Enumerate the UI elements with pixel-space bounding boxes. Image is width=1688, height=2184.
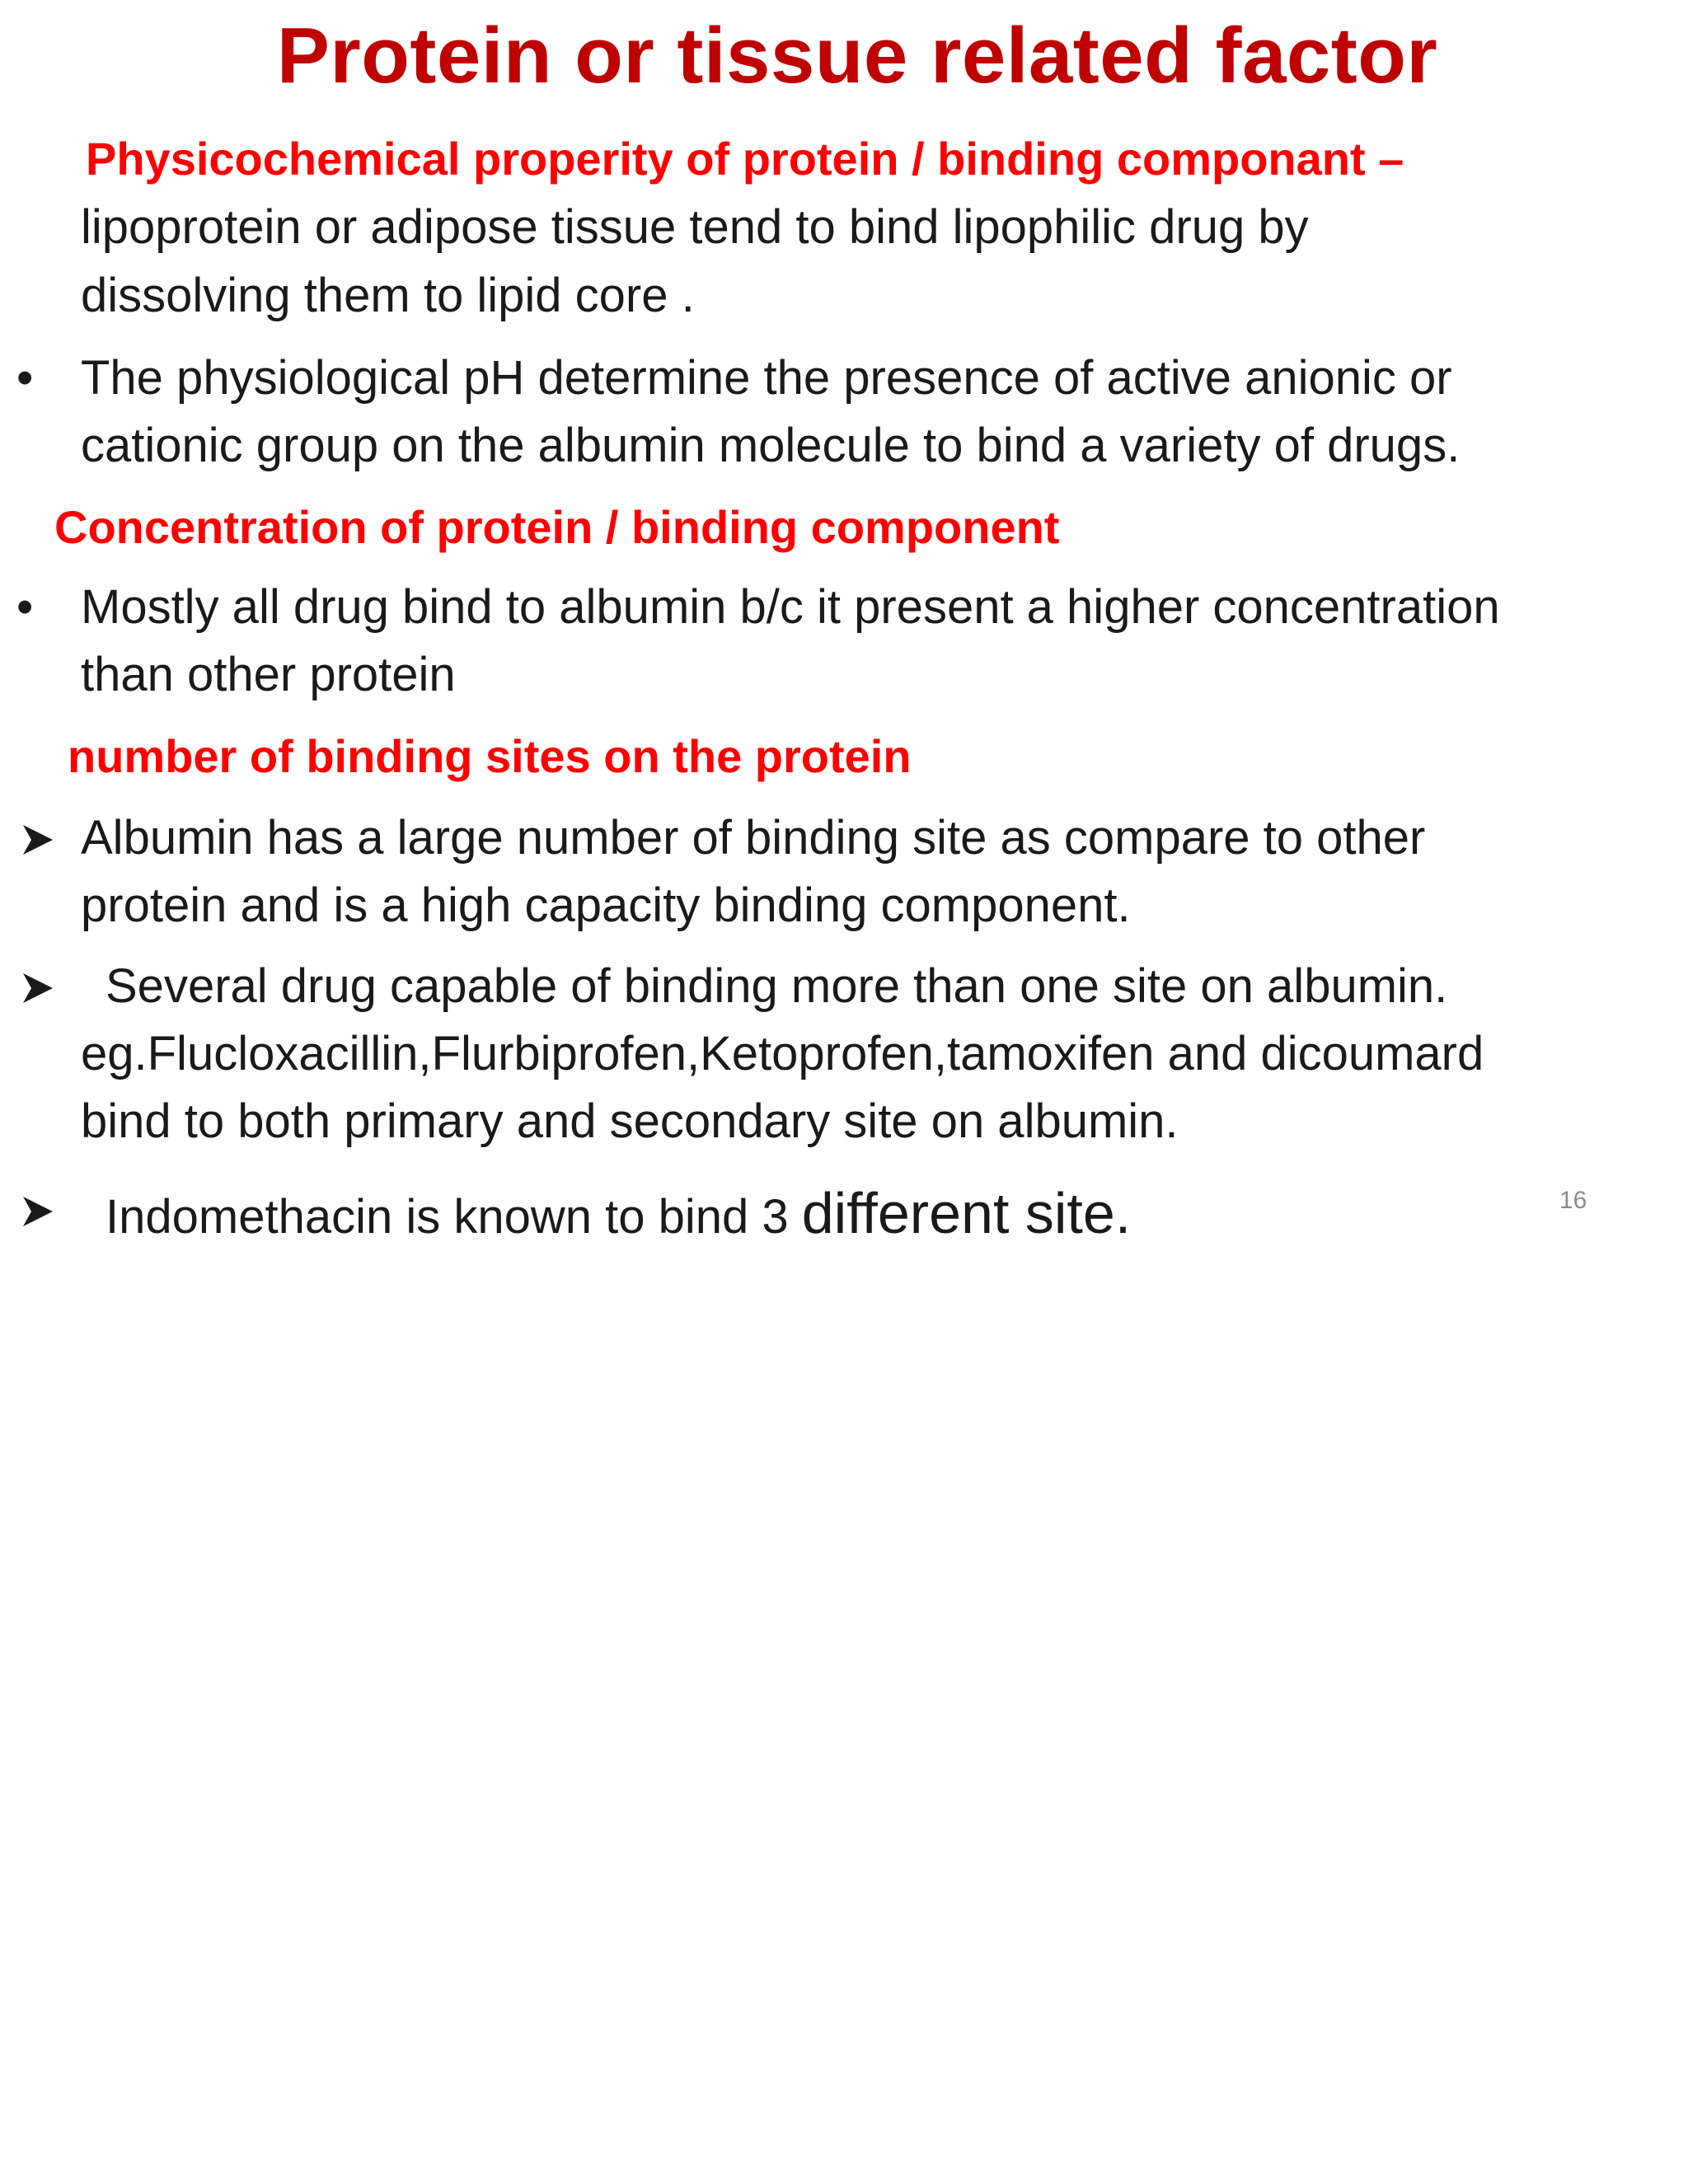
bullet-text-line: Albumin has a large number of binding site as compare to other [81, 811, 1426, 865]
bullet-dot-icon: • [16, 351, 34, 405]
body-text-line: dissolving them to lipid core . [81, 269, 695, 322]
slide-title: Protein or tissue related factor [276, 12, 1438, 100]
heading-concentration-of-protein: Concentration of protein / binding component [54, 501, 1060, 553]
bullet-text-line: than other protein [81, 648, 456, 701]
arrowhead-bullet-icon [18, 1192, 58, 1231]
heading-physicochemical-property: Physicochemical properity of protein / binding componant – [86, 133, 1404, 185]
bullet-text-line: Mostly all drug bind to albumin b/c it present a higher concentration [81, 580, 1500, 634]
body-text-line: lipoprotein or adipose tissue tend to bind lipophilic drug by [81, 200, 1309, 254]
bullet-text-line: bind to both primary and secondary site on albumin. [81, 1094, 1179, 1148]
bullet-text-line: eg.Flucloxacillin,Flurbiprofen,Ketoprofen,tamoxifen and dicoumard [81, 1027, 1484, 1080]
bullet-text-emphasis: different site. [801, 1181, 1132, 1245]
heading-number-of-binding-sites: number of binding sites on the protein [68, 730, 912, 782]
bullet-text-line: The physiological pH determine the presence of active anionic or [81, 351, 1452, 405]
page-number: 16 [1559, 1187, 1587, 1214]
bullet-text-line [106, 1179, 1131, 1248]
bullet-text-line: protein and is a high capacity binding component. [81, 879, 1131, 932]
arrowhead-bullet-icon [18, 820, 58, 860]
bullet-dot-icon: • [16, 580, 34, 634]
bullet-text-line: cationic group on the albumin molecule to bind a variety of drugs. [81, 419, 1461, 472]
bullet-text-line: Several drug capable of binding more than one site on albumin. [106, 959, 1448, 1013]
bullet-text-part: Indomethacin is known to bind 3 [106, 1190, 802, 1244]
arrowhead-bullet-icon [18, 968, 58, 1008]
